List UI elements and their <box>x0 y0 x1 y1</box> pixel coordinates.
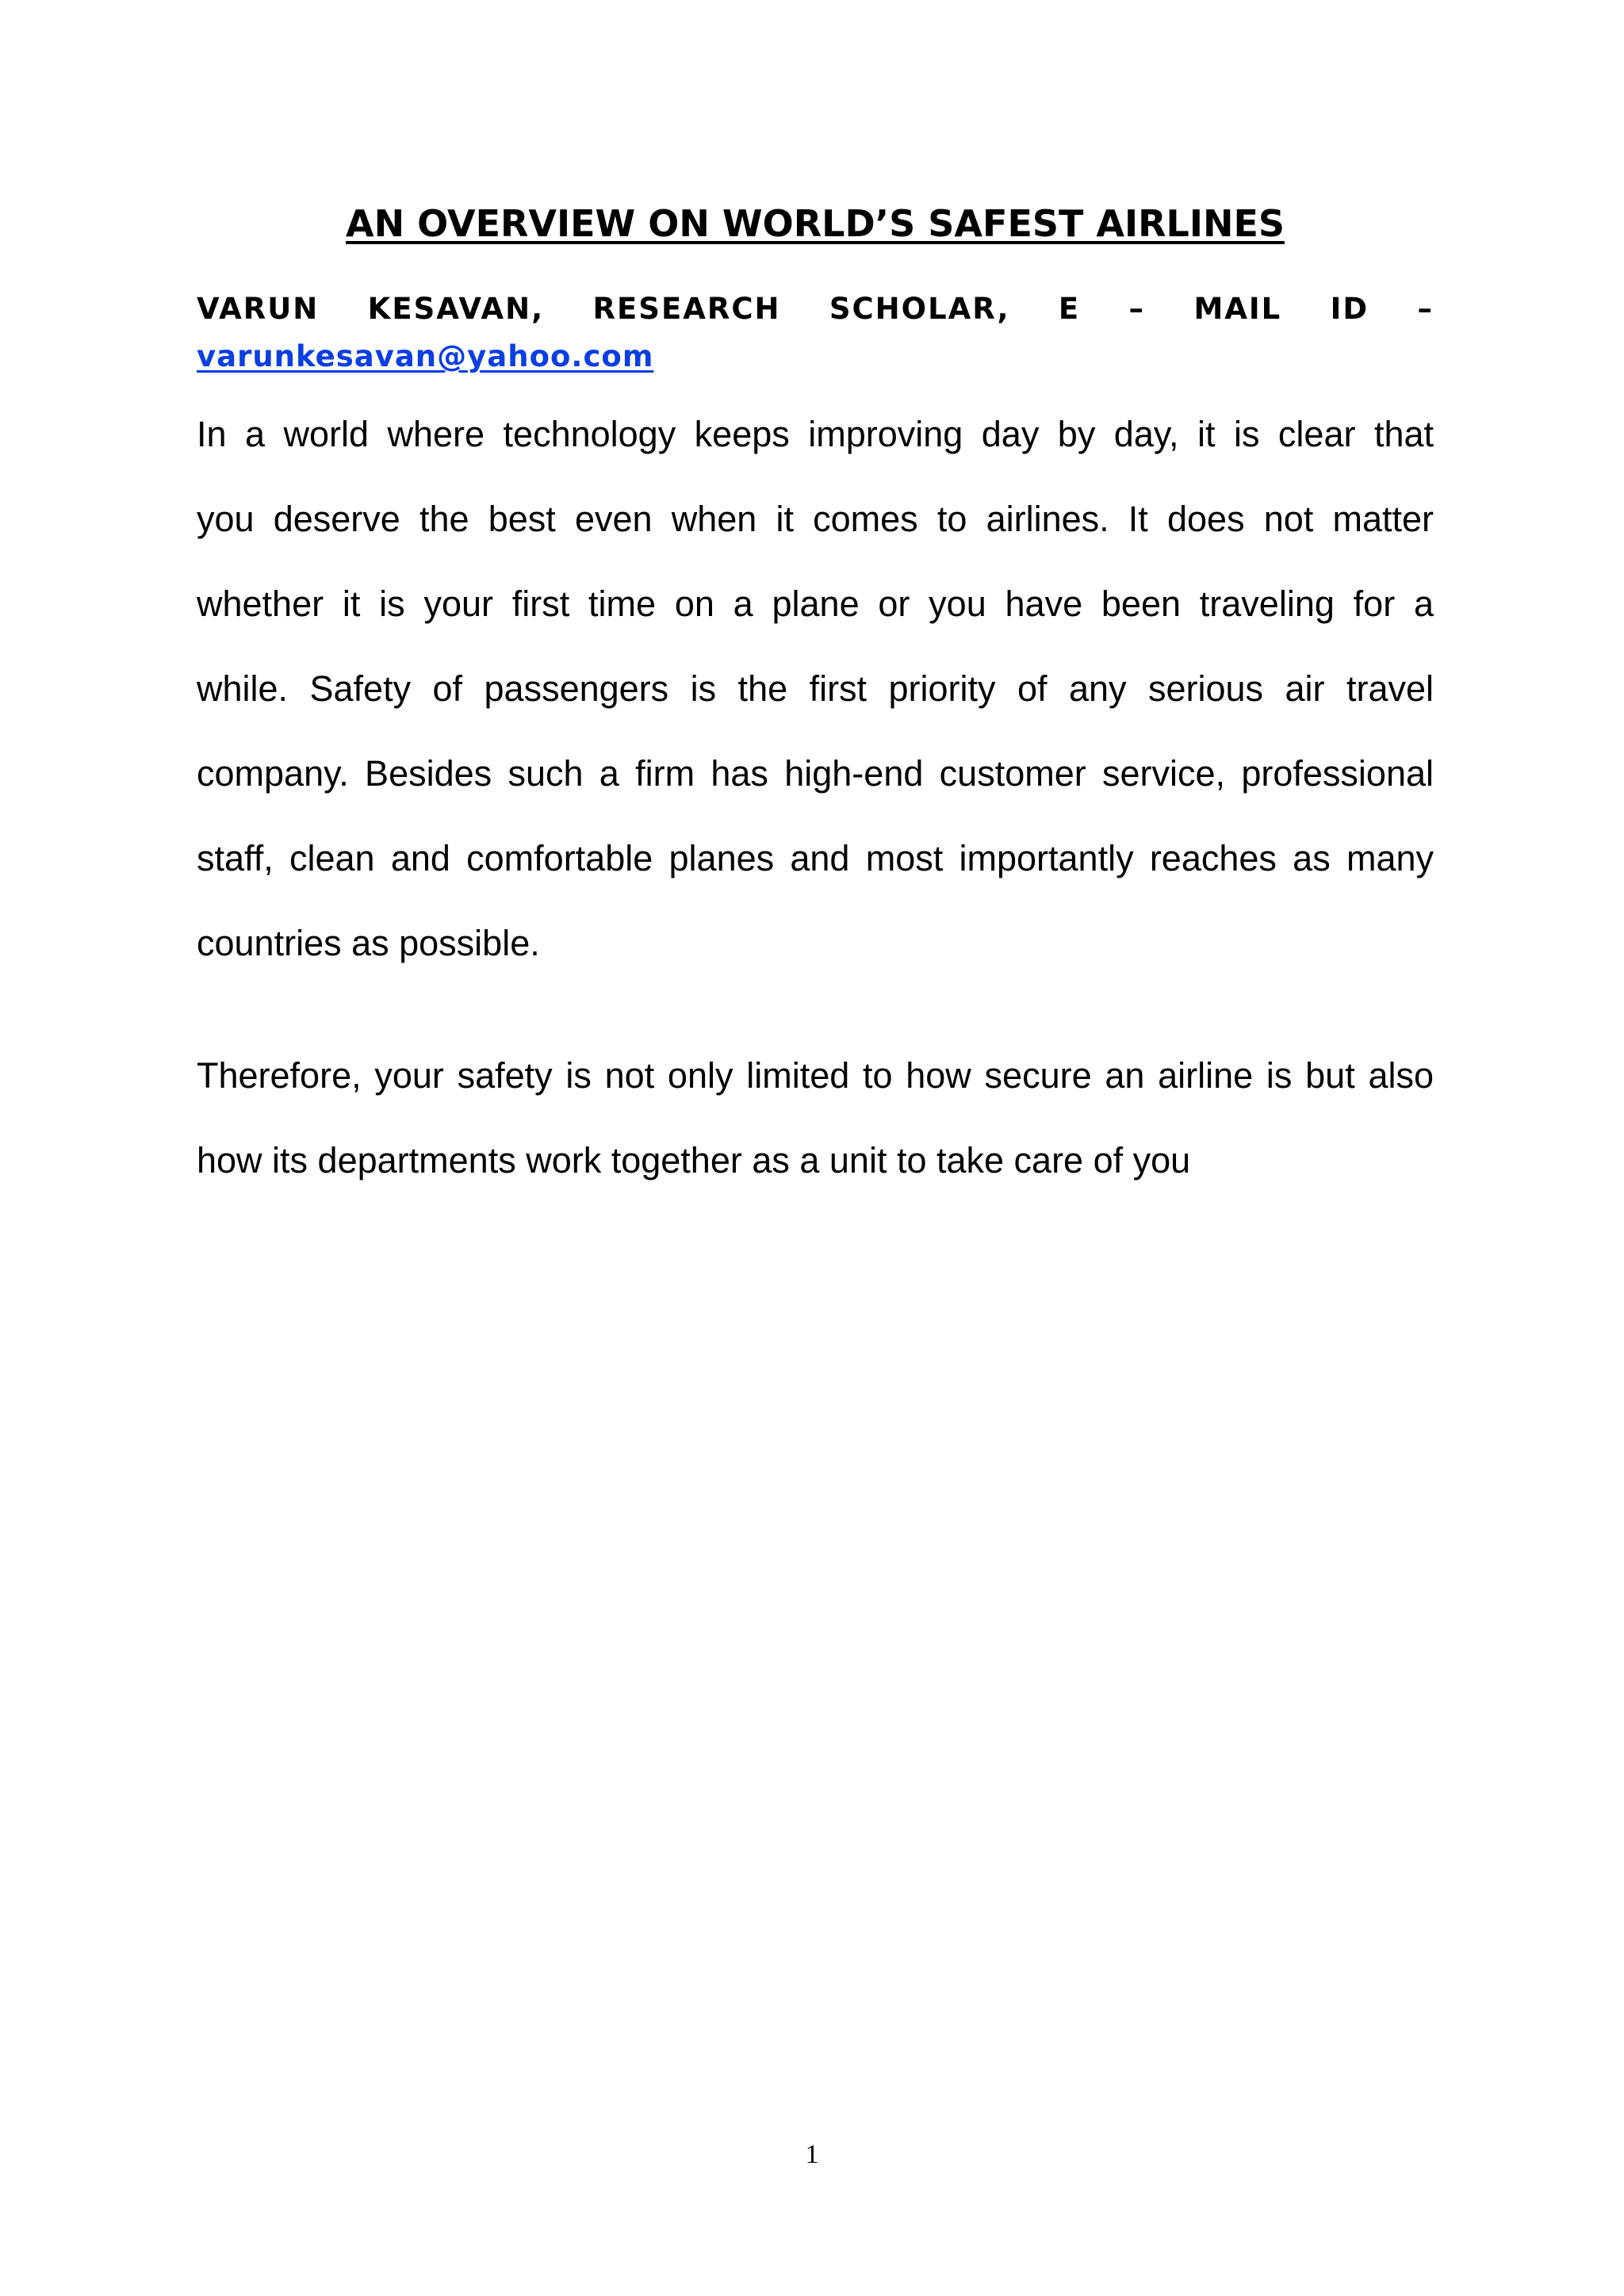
paragraph-line: whether it is your first time on a plane or you have been traveling for a <box>197 584 1434 624</box>
author-line: VARUN KESAVAN, RESEARCH SCHOLAR, E – MAIL ID – <box>197 292 1434 326</box>
paragraph-line: while. Safety of passengers is the first priority of any serious air travel <box>197 668 1434 709</box>
page-title: AN OVERVIEW ON WORLD’S SAFEST AIRLINES <box>345 202 1285 245</box>
paragraph-line: countries as possible. <box>197 923 540 963</box>
paragraph-line: company. Besides such a firm has high-end customer service, professional <box>197 753 1434 794</box>
paragraph-line: how its departments work together as a unit to take care of you <box>197 1140 1191 1181</box>
page-number: 1 <box>805 2140 819 2169</box>
paragraph-line: In a world where technology keeps improving day by day, it is clear that <box>197 414 1434 454</box>
paragraph-line: staff, clean and comfortable planes and most importantly reaches as many <box>197 838 1434 878</box>
paragraph-line: Therefore, your safety is not only limited to how secure an airline is but also <box>197 1055 1434 1096</box>
paragraph-line: you deserve the best even when it comes to airlines. It does not matter <box>197 499 1434 539</box>
author-email-link[interactable]: varunkesavan@yahoo.com <box>197 339 654 373</box>
